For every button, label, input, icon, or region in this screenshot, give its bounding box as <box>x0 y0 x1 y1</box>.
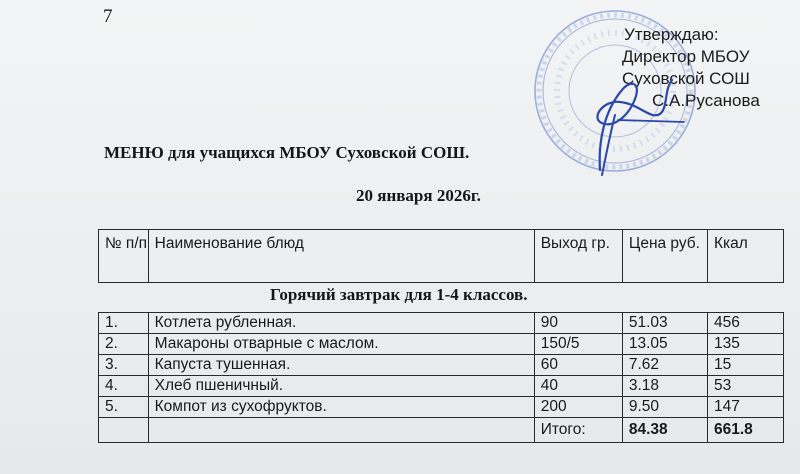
header-price: Цена руб. <box>622 230 707 283</box>
item-portion: 200 <box>534 397 622 418</box>
item-number: 1. <box>99 313 149 334</box>
table-row <box>99 376 784 397</box>
item-price: 3.18 <box>622 376 707 397</box>
item-name: Макароны отварные с маслом. <box>148 334 534 355</box>
total-price: 84.38 <box>622 418 707 443</box>
page-title: МЕНЮ для учащихся МБОУ Суховской СОШ. <box>104 143 470 162</box>
item-price: 7.62 <box>622 355 707 376</box>
approval-school: Суховской СОШ <box>622 69 750 88</box>
approval-name: С.А.Русанова <box>652 91 760 110</box>
page-number: 7 <box>103 6 113 27</box>
item-portion: 40 <box>534 376 622 397</box>
table-row <box>99 313 784 334</box>
total-kcal: 661.8 <box>707 418 783 443</box>
item-kcal: 135 <box>707 334 783 355</box>
item-portion: 150/5 <box>534 334 622 355</box>
item-portion: 60 <box>534 355 622 376</box>
item-kcal: 147 <box>707 397 783 418</box>
item-portion: 90 <box>534 313 622 334</box>
item-name: Хлеб пшеничный. <box>148 376 534 397</box>
item-number: 2. <box>99 334 149 355</box>
approval-heading: Утверждаю: <box>624 25 719 44</box>
menu-date: 20 января 2026г. <box>356 186 481 205</box>
table-row <box>99 355 784 376</box>
total-row <box>99 418 784 443</box>
section-title: Горячий завтрак для 1-4 классов. <box>270 285 528 304</box>
header-portion: Выход гр. <box>534 230 622 283</box>
item-name: Котлета рубленная. <box>148 313 534 334</box>
item-number: 3. <box>99 355 149 376</box>
menu-header-table <box>98 229 784 283</box>
total-empty-cell <box>148 418 534 443</box>
header-dish-name: Наименование блюд <box>148 230 534 283</box>
header-kcal: Ккал <box>707 230 783 283</box>
item-kcal: 53 <box>707 376 783 397</box>
item-name: Капуста тушенная. <box>148 355 534 376</box>
item-price: 13.05 <box>622 334 707 355</box>
item-kcal: 15 <box>707 355 783 376</box>
approval-position: Директор МБОУ <box>622 47 750 66</box>
table-row <box>99 334 784 355</box>
item-price: 51.03 <box>622 313 707 334</box>
item-number: 5. <box>99 397 149 418</box>
table-row <box>99 397 784 418</box>
item-number: 4. <box>99 376 149 397</box>
header-number: № п/п <box>99 230 149 283</box>
total-empty-cell <box>99 418 149 443</box>
menu-items-table <box>98 312 784 443</box>
item-kcal: 456 <box>707 313 783 334</box>
table-header-row <box>99 230 784 283</box>
signature <box>560 60 690 180</box>
item-price: 9.50 <box>622 397 707 418</box>
total-label: Итого: <box>534 418 622 443</box>
item-name: Компот из сухофруктов. <box>148 397 534 418</box>
